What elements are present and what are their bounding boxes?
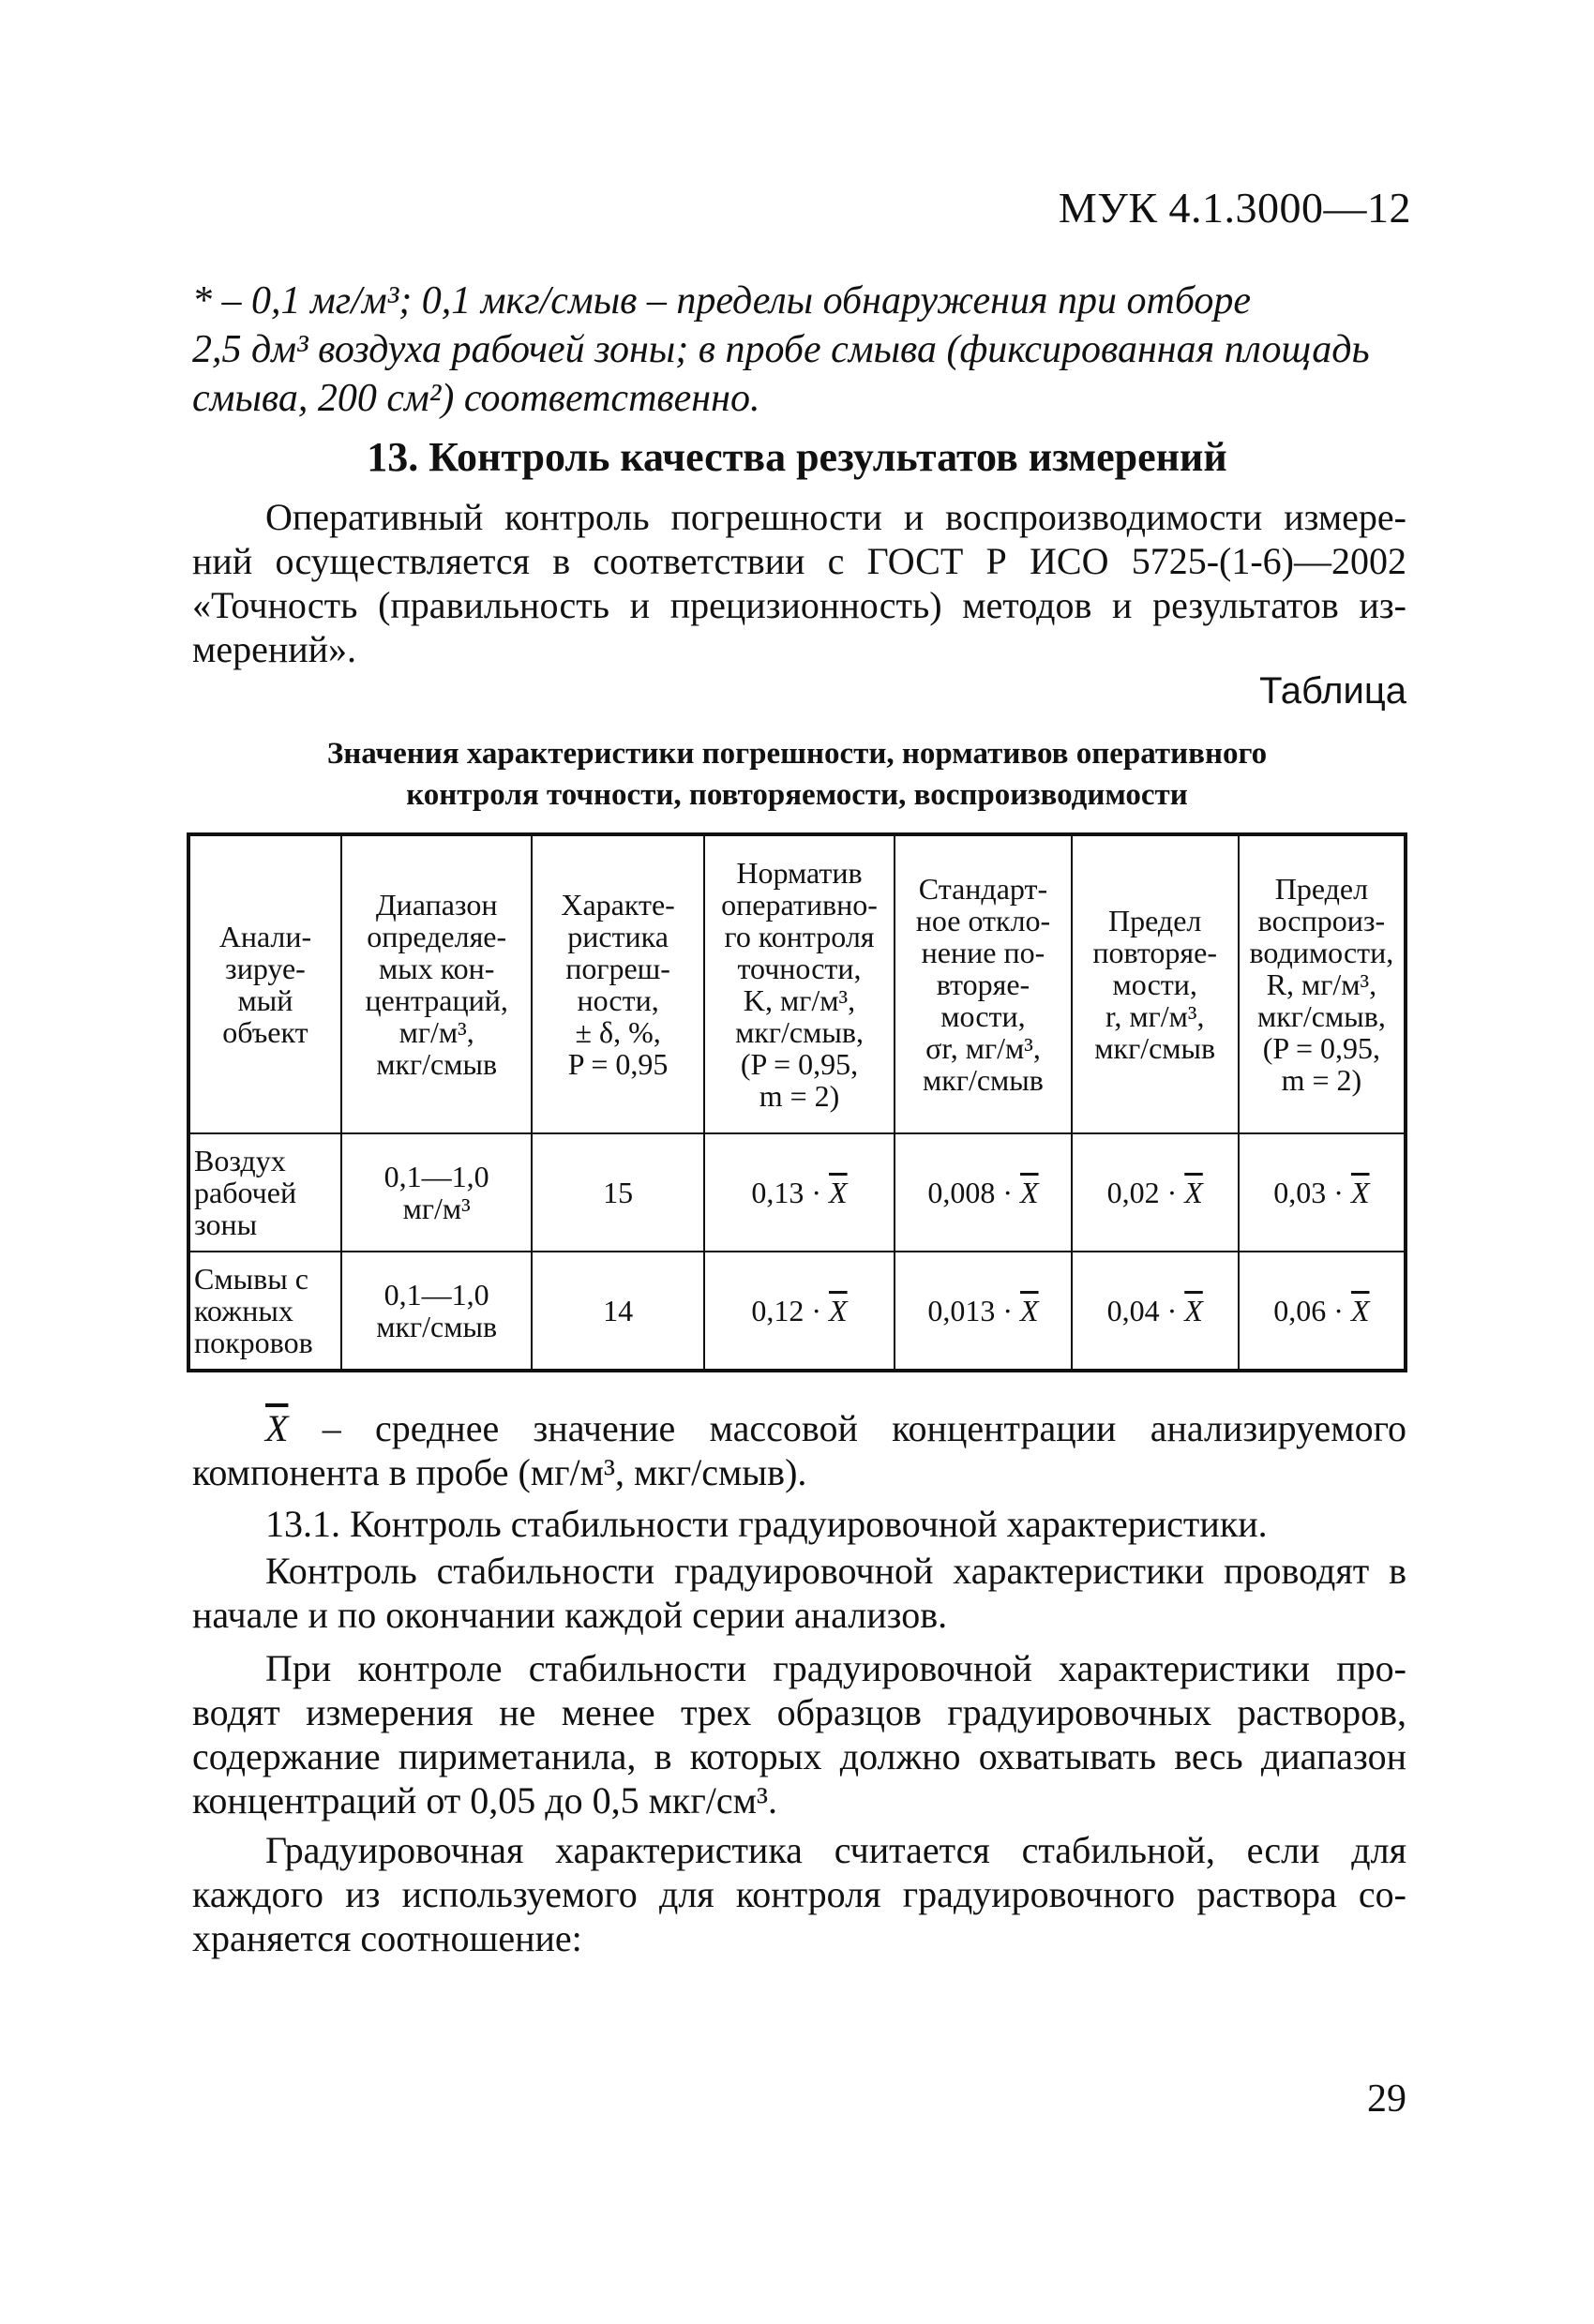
cell-object xyxy=(188,1133,341,1252)
mean-value-symbol: $\overline{X}$ xyxy=(1184,1294,1203,1327)
paragraph-line: Оперативный контроль погрешности и воспроизводимости измере- xyxy=(265,496,1406,538)
cell-text: $0,013 \cdot \overline{X}$ xyxy=(927,1294,1039,1327)
table-caption xyxy=(0,733,1594,816)
document-code: МУК 4.1.3000—12 xyxy=(1058,184,1411,232)
mean-value-symbol: $\overline{X}$ xyxy=(1350,1176,1370,1209)
paragraph-line: концентраций от 0,05 до 0,5 мкг/см³. xyxy=(192,1779,777,1822)
header-cell-text: Характе- ристика погреш- ности, ± δ, %, P = 0,95 xyxy=(561,888,675,1081)
footnote-line: 2,5 дм³ воздуха рабочей зоны; в пробе смыва (фиксированная площадь xyxy=(192,328,1370,371)
header-cell-text: Предел повторяе- мости, r, мг/м³, мкг/смыв xyxy=(1092,904,1217,1065)
cell-text: Смывы с кожных покровов xyxy=(194,1262,313,1359)
paragraph-line: Контроль стабильности градуировочной характеристики проводят в xyxy=(265,1550,1406,1592)
table-header-row xyxy=(188,834,1406,1133)
table-row xyxy=(188,1133,1406,1252)
header-cell-text: Предел воспроиз- водимости, R, мг/м³, мкг/смыв, (P = 0,95, m = 2) xyxy=(1249,872,1394,1097)
cell-k xyxy=(704,1252,895,1371)
cell-delta: 15 xyxy=(532,1133,703,1252)
paragraph-line: содержание пириметанила, в которых должно охватывать весь диапазон xyxy=(192,1735,1406,1777)
paragraph-line: водят измерения не менее трех образцов градуировочных растворов, xyxy=(192,1691,1406,1733)
header-cell-text: Анали- зируе- мый объект xyxy=(218,920,312,1049)
subsection-heading: 13.1. Контроль стабильности градуировочной характеристики. xyxy=(265,1503,1268,1545)
cell-k xyxy=(704,1133,895,1252)
paragraph-3 xyxy=(192,1828,1406,1960)
metrics-table xyxy=(187,832,1407,1372)
cell-range xyxy=(341,1133,533,1252)
cell-object xyxy=(188,1252,341,1371)
table-caption-line: контроля точности, повторяемости, воспроизводимости xyxy=(406,778,1188,812)
header-cell-text: Диапазон определяе- мых кон- центраций, мг/м³, мкг/смыв xyxy=(365,888,508,1081)
cell-text: $0,02 \cdot \overline{X}$ xyxy=(1106,1176,1203,1209)
paragraph-line: При контроле стабильности градуировочной характеристики про- xyxy=(265,1647,1406,1689)
paragraph-1 xyxy=(192,1549,1406,1637)
mean-value-symbol: $\overline{X}$ xyxy=(265,1407,289,1449)
cell-sigma xyxy=(895,1252,1071,1371)
cell-range xyxy=(341,1252,533,1371)
header-cell xyxy=(895,834,1071,1133)
cell-R xyxy=(1239,1133,1406,1252)
cell-text: $0,03 \cdot \overline{X}$ xyxy=(1273,1176,1370,1209)
page-number: 29 xyxy=(1367,2077,1406,2121)
cell-text: $0,008 \cdot \overline{X}$ xyxy=(927,1176,1039,1209)
footnote-line: * – 0,1 мг/м³; 0,1 мкг/смыв – пределы обнаружения при отборе xyxy=(192,279,1252,322)
cell-text: 0,1—1,0 мг/м³ xyxy=(383,1160,489,1225)
paragraph-line: начале и по окончании каждой серии анализов. xyxy=(192,1594,948,1636)
paragraph-line: «Точность (правильность и прецизионность) методов и результатов из- xyxy=(192,584,1406,626)
paragraph-2 xyxy=(192,1646,1406,1822)
cell-R xyxy=(1239,1252,1406,1371)
header-cell xyxy=(704,834,895,1133)
header-cell xyxy=(188,834,341,1133)
intro-paragraph xyxy=(192,495,1406,671)
table-label: Таблица xyxy=(1259,670,1406,712)
cell-text: $0,04 \cdot \overline{X}$ xyxy=(1106,1294,1203,1327)
legend-line: компонента в пробе (мг/м³, мкг/смыв). xyxy=(192,1451,807,1493)
footnote xyxy=(192,277,1411,423)
table-row xyxy=(188,1252,1406,1371)
table-caption-line: Значения характеристики погрешности, нормативов оперативного xyxy=(326,737,1268,771)
mean-value-symbol: $\overline{X}$ xyxy=(1350,1294,1370,1327)
cell-r xyxy=(1072,1133,1239,1252)
header-cell-text: Норматив оперативно- го контроля точности, K, мг/м³, мкг/смыв, (P = 0,95, m = 2) xyxy=(721,856,878,1113)
paragraph-line: храняется соотношение: xyxy=(192,1917,582,1959)
legend-line: $\overline{X}$ – среднее значение массовой концентрации анализируемого xyxy=(265,1407,1406,1449)
cell-text: 0,1—1,0 мкг/смыв xyxy=(376,1278,498,1343)
header-cell xyxy=(341,834,533,1133)
mean-value-symbol: $\overline{X}$ xyxy=(1020,1176,1039,1209)
cell-delta: 14 xyxy=(532,1252,703,1371)
section-title: 13. Контроль качества результатов измерений xyxy=(367,434,1227,480)
mean-value-symbol: $\overline{X}$ xyxy=(1020,1294,1039,1327)
cell-sigma xyxy=(895,1133,1071,1252)
cell-text: $0,12 \cdot \overline{X}$ xyxy=(751,1294,848,1327)
paragraph-line: мерений». xyxy=(192,628,357,670)
mean-value-symbol: $\overline{X}$ xyxy=(1184,1176,1203,1209)
cell-text: Воздух рабочей зоны xyxy=(194,1144,297,1241)
header-cell-text: Стандарт- ное откло- нение по- вторяе- мости, σr, мг/м³, мкг/смыв xyxy=(915,872,1051,1097)
paragraph-line: ний осуществляется в соответствии с ГОСТ Р ИСО 5725-(1-6)—2002 xyxy=(192,540,1406,582)
cell-text: $0,06 \cdot \overline{X}$ xyxy=(1273,1294,1370,1327)
mean-value-symbol: $\overline{X}$ xyxy=(829,1294,848,1327)
header-cell xyxy=(1239,834,1406,1133)
cell-r xyxy=(1072,1252,1239,1371)
subsection-heading-block xyxy=(192,1502,1406,1546)
header-cell xyxy=(1072,834,1239,1133)
legend xyxy=(192,1406,1406,1494)
paragraph-line: Градуировочная характеристика считается стабильной, если для xyxy=(265,1829,1406,1871)
footnote-line: смыва, 200 см²) соответственно. xyxy=(192,377,760,420)
mean-value-symbol: $\overline{X}$ xyxy=(829,1176,848,1209)
header-cell xyxy=(532,834,703,1133)
cell-text: $0,13 \cdot \overline{X}$ xyxy=(751,1176,848,1209)
paragraph-line: каждого из используемого для контроля градуировочного раствора со- xyxy=(192,1873,1406,1915)
